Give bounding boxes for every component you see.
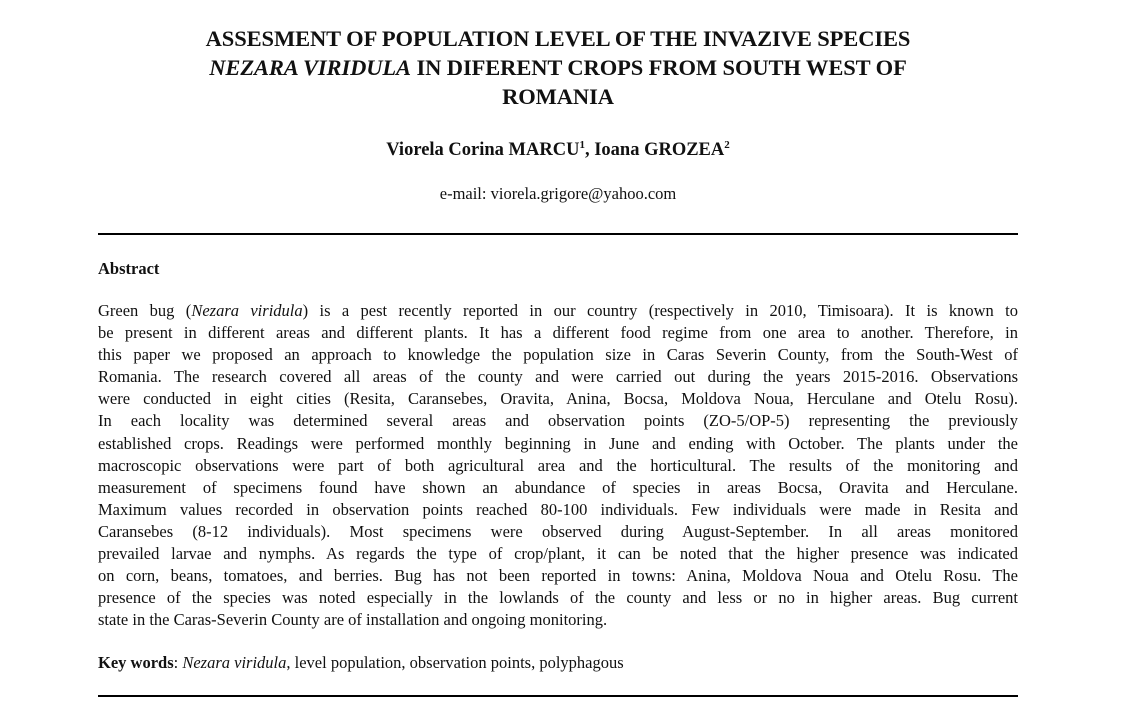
abstract-line: Romania. The research covered all areas of the county and were carried out during the years 2015-2016. Observations [98,367,1018,387]
abstract-heading: Abstract [98,259,160,278]
title-line-3: ROMANIA [502,84,614,109]
keywords-rest: , level population, observation points, polyphagous [286,653,624,672]
title-line-1: ASSESMENT OF POPULATION LEVEL OF THE INVAZIVE SPECIES [205,26,911,51]
abstract-text: ) is a pest recently reported in our country (respectively in 2010, Timisoara). It is known to [302,301,1018,320]
abstract-line: Caransebes (8-12 individuals). Most specimens were observed during August-September. In all areas monitored [98,521,1018,541]
abstract-body [98,300,1018,631]
title-species-name: NEZARA VIRIDULA [209,55,411,80]
abstract-line [98,300,1018,322]
author-2-affiliation: 2 [724,139,730,151]
keyword-species: Nezara viridula [182,653,287,672]
keywords-label: Key words [98,653,174,672]
paper-title [98,24,1018,111]
top-divider [98,233,1018,235]
author-1-name: Viorela Corina MARCU [386,140,580,160]
title-line-2-rest: IN DIFERENT CROPS FROM SOUTH WEST OF [410,55,907,80]
bottom-divider [98,695,1018,697]
abstract-line: were conducted in eight cities (Resita, Caransebes, Oravita, Anina, Bocsa, Moldova Noua, Herculane and Otelu Rosu). [98,389,1018,409]
abstract-line: be present in different areas and different plants. It has a different food regime from one area to another. Therefore, in [98,323,1018,343]
contact-email[interactable]: e-mail: viorela.grigore@yahoo.com [439,184,677,203]
abstract-line: macroscopic observations were part of both agricultural area and the horticultural. The results of the monitoring and [98,455,1018,475]
abstract-line: prevailed larvae and nymphs. As regards the type of crop/plant, it can be noted that the higher presence was indicated [98,544,1018,564]
author-list [98,138,1018,162]
author-separator: , [584,140,595,160]
species-name: Nezara viridula [191,301,303,320]
author-2-name: Ioana GROZEA [594,140,725,160]
abstract-line: presence of the species was noted especially in the lowlands of the county and less or no in higher areas. Bug current [98,588,1018,608]
author-1-affiliation: 1 [579,139,585,151]
abstract-text: Green bug ( [98,301,192,320]
keywords [98,652,624,674]
abstract-line: Maximum values recorded in observation points reached 80-100 individuals. Few individuals were made in Resita and [98,499,1018,519]
abstract-line: established crops. Readings were performed monthly beginning in June and ending with October. The plants under the [98,433,1018,453]
abstract-line: on corn, beans, tomatoes, and berries. Bug has not been reported in towns: Anina, Moldova Noua and Otelu Rosu. The [98,566,1018,586]
abstract-line: state in the Caras-Severin County are of installation and ongoing monitoring. [98,610,608,630]
abstract-line: this paper we proposed an approach to knowledge the population size in Caras Severin County, from the South-West of [98,345,1018,365]
abstract-line: measurement of specimens found have shown an abundance of species in areas Bocsa, Oravita and Herculane. [98,477,1018,497]
abstract-line: In each locality was determined several areas and observation points (ZO-5/OP-5) representing the previously [98,411,1018,431]
title-line-2 [98,53,1018,82]
keywords-colon: : [173,653,183,672]
